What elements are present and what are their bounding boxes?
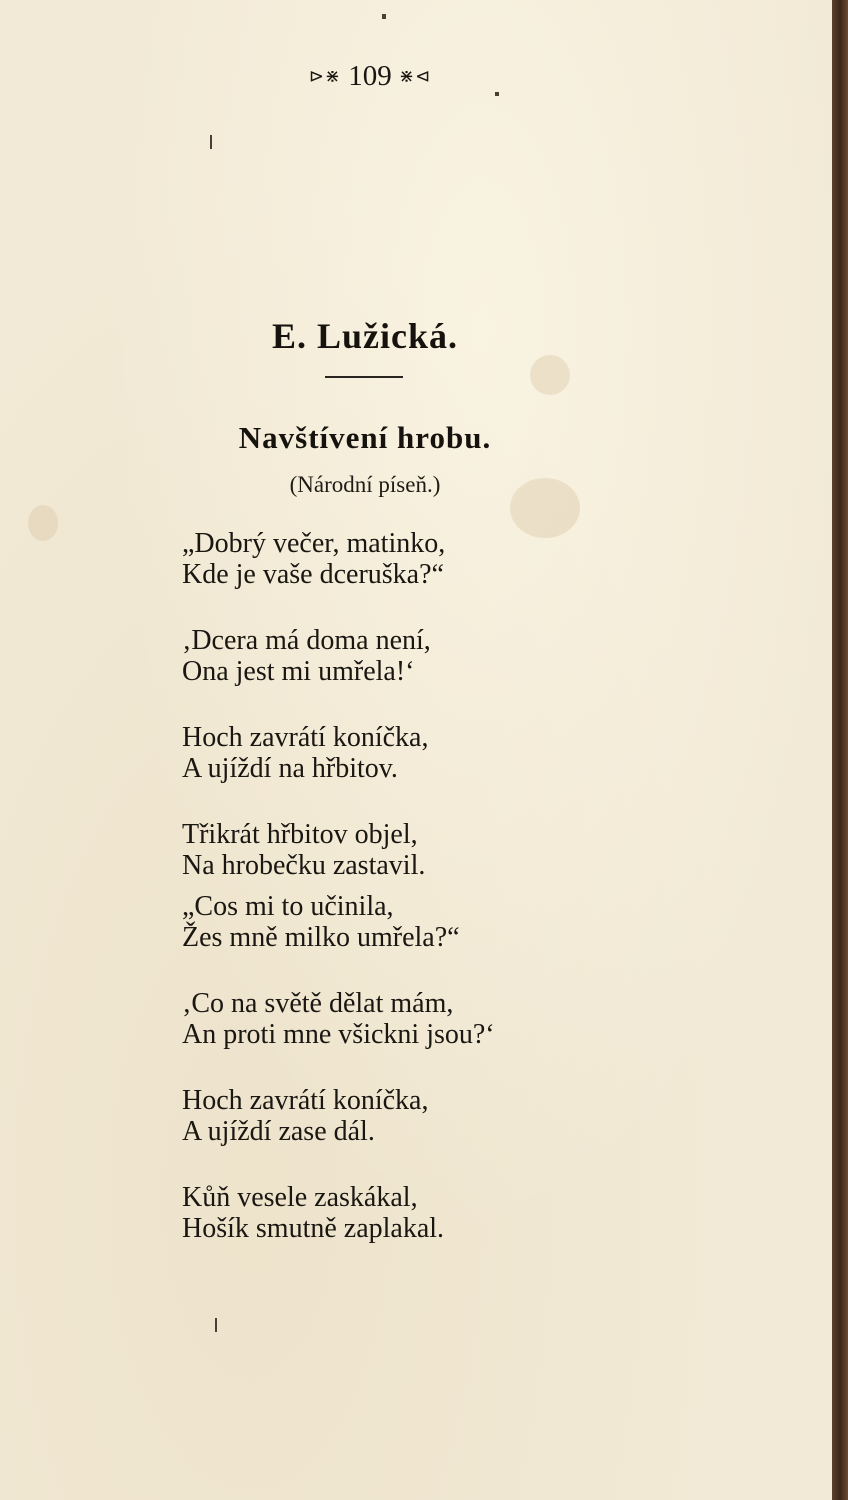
verse-line: Hoch zavrátí koníčka, bbox=[182, 1085, 429, 1116]
verse-line: ‚Dcera má doma není, bbox=[182, 625, 431, 656]
verse-line: Kde je vaše dceruška?“ bbox=[182, 559, 444, 590]
section-divider bbox=[325, 376, 403, 378]
poem-title: Navštívení hrobu. bbox=[238, 420, 492, 455]
verse-line: Ona jest mi umřela!‘ bbox=[182, 656, 415, 687]
verse-line: Žes mně milko umřela?“ bbox=[182, 922, 460, 953]
stanza bbox=[182, 1085, 582, 1147]
section-heading: E. Lužická. bbox=[271, 316, 459, 356]
print-speck bbox=[495, 92, 499, 96]
stanza bbox=[182, 625, 582, 687]
print-speck bbox=[215, 1318, 217, 1332]
print-speck bbox=[382, 14, 386, 19]
poem-subtitle: (Národní píseň.) bbox=[289, 472, 441, 497]
stanza bbox=[182, 1182, 582, 1244]
verse-line: „Cos mi to učinila, bbox=[182, 891, 394, 922]
verse-line: A ujíždí na hřbitov. bbox=[182, 753, 398, 784]
verse-line: Hošík smutně zaplakal. bbox=[182, 1213, 445, 1244]
print-speck bbox=[210, 135, 212, 149]
page-number: 109 bbox=[348, 60, 392, 92]
verse-line: Na hrobečku zastavil. bbox=[182, 850, 426, 881]
header-ornament-right: ⋇⊲ bbox=[399, 66, 432, 86]
stanza bbox=[182, 722, 582, 784]
stanza bbox=[182, 891, 582, 953]
stanza bbox=[182, 988, 582, 1050]
stanza bbox=[182, 528, 582, 590]
verse-line: Kůň vesele zaskákal, bbox=[182, 1182, 418, 1213]
verse-line: A ujíždí zase dál. bbox=[182, 1116, 375, 1147]
paper-stain bbox=[28, 505, 58, 541]
page-header bbox=[0, 60, 740, 93]
verse-line: An proti mne všickni jsou?‘ bbox=[182, 1019, 495, 1050]
stanza bbox=[182, 819, 582, 881]
paper-stain bbox=[530, 355, 570, 395]
verse-line: Třikrát hřbitov objel, bbox=[182, 819, 418, 850]
header-ornament-left: ⊳⋇ bbox=[308, 66, 341, 86]
book-spine-edge bbox=[832, 0, 848, 1500]
poem-body bbox=[182, 528, 582, 1279]
verse-line: ‚Co na světě dělat mám, bbox=[182, 988, 454, 1019]
verse-line: Hoch zavrátí koníčka, bbox=[182, 722, 429, 753]
verse-line: „Dobrý večer, matinko, bbox=[182, 528, 446, 559]
